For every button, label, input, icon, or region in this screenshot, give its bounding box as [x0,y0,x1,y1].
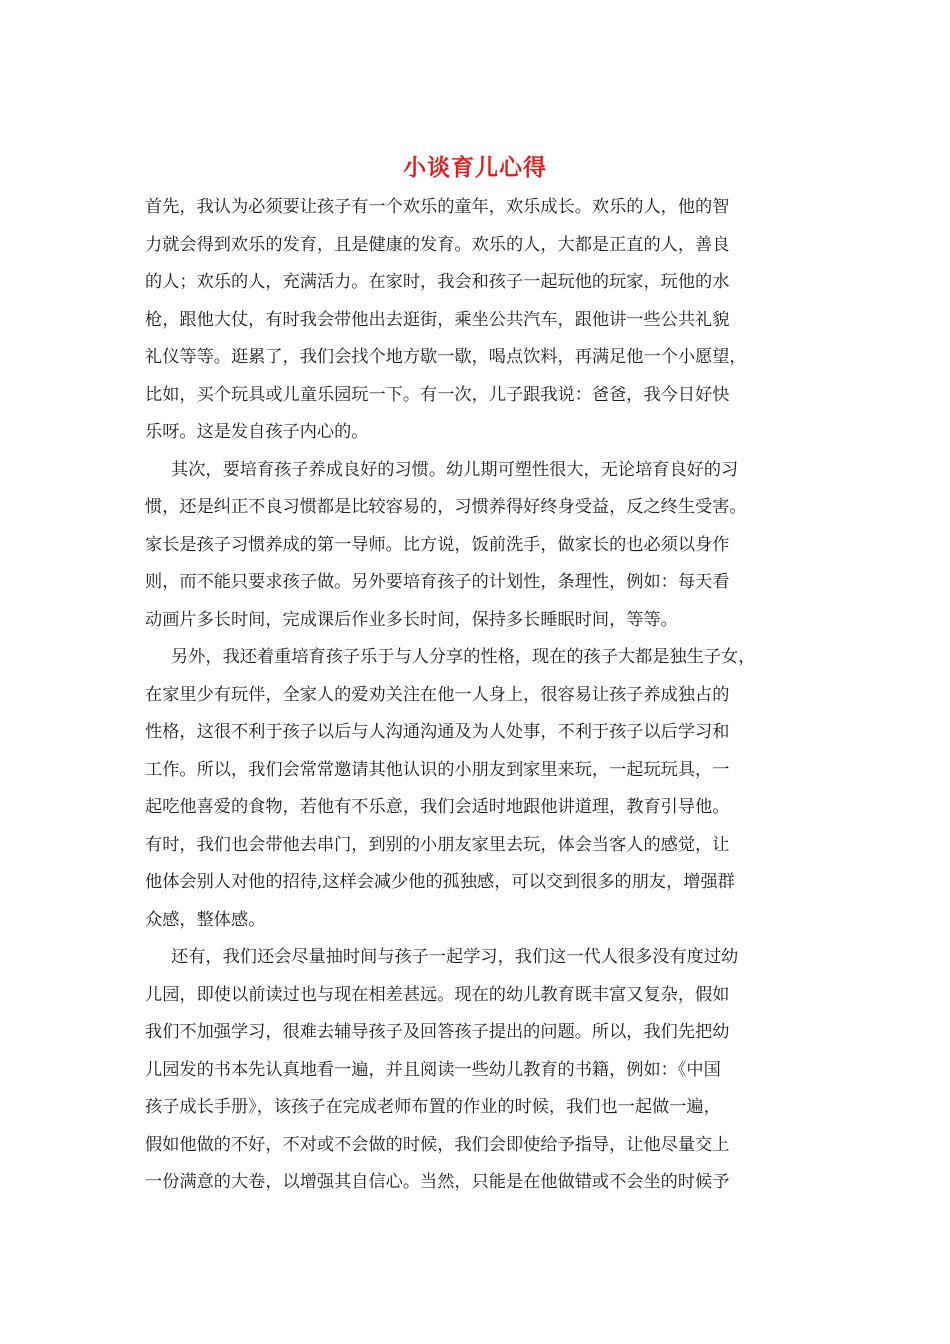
text-line: 其次，要培育孩子养成良好的习惯。幼儿期可塑性很大，无论培育良好的习 [171,459,739,480]
text-line: 儿园，即使以前读过也与现在相差甚远。现在的幼儿教育既丰富又复杂，假如 [145,984,730,1005]
text-line: 乐呀。这是发自孩子内心的。 [145,422,369,442]
text-line: 他体会别人对他的招待,这样会减少他的孤独感，可以交到很多的朋友，增强群 [145,872,735,892]
text-line: 比如，买个玩具或儿童乐园玩一下。有一次，儿子跟我说：爸爸，我今日好快 [145,384,730,405]
text-line: 我们不加强学习，很难去辅导孩子及回答孩子提出的问题。所以，我们先把幼 [145,1022,730,1042]
text-line: 还有，我们还会尽量抽时间与孩子一起学习，我们这一代人很多没有度过幼 [171,947,739,967]
text-line: 力就会得到欢乐的发育，且是健康的发育。欢乐的人，大都是正直的人，善良 [145,234,730,255]
document-body [145,189,811,1202]
text-line: 儿园发的书本先认真地看一遍，并且阅读一些幼儿教育的书籍，例如：《中国 [145,1059,721,1080]
text-line: 则，而不能只要求孩子做。另外要培育孩子的计划性，条理性，例如：每天看 [145,572,730,592]
document-title: 小谈育儿心得 [403,154,547,181]
text-line: 动画片多长时间，完成课后作业多长时间，保持多长睡眠时间，等等。 [145,609,678,630]
text-line: 一份满意的大卷，以增强其自信心。当然，只能是在他做错或不会坐的时候予 [145,1172,730,1192]
text-line: 起吃他喜爱的食物，若他有不乐意，我们会适时地跟他讲道理，教育引导他。 [145,797,730,817]
text-line: 假如他做的不好，不对或不会做的时候，我们会即使给予指导，让他尽量交上 [145,1134,730,1155]
text-line: 在家里少有玩伴，全家人的爱劝关注在他一人身上，很容易让孩子养成独占的 [145,684,730,705]
text-line: 家长是孩子习惯养成的第一导师。比方说，饭前洗手，做家长的也必须以身作 [145,534,730,555]
text-line: 惯，还是纠正不良习惯都是比较容易的，习惯养得好终身受益，反之终生受害。 [145,497,747,517]
text-line: 礼仪等等。逛累了，我们会找个地方歇一歇，喝点饮料，再满足他一个小愿望， [145,347,747,367]
text-line: 首先，我认为必须要让孩子有一个欢乐的童年，欢乐成长。欢乐的人，他的智 [145,197,730,217]
text-line: 孩子成长手册》，该孩子在完成老师布置的作业的时候，我们也一起做一遍， [145,1097,721,1117]
text-line: 的人；欢乐的人，充满活力。在家时，我会和孩子一起玩他的玩家，玩他的水 [145,272,730,292]
text-line: 有时，我们也会带他去串门，到别的小朋友家里去玩，体会当客人的感觉，让 [145,834,730,855]
text-line: 工作。所以，我们会常常邀请其他认识的小朋友到家里来玩，一起玩玩具，一 [145,759,730,780]
text-line: 性格，这很不利于孩子以后与人沟通沟通及为人处事，不利于孩子以后学习和 [145,722,730,742]
text-line: 众感，整体感。 [145,909,266,930]
text-line: 另外，我还着重培育孩子乐于与人分享的性格，现在的孩子大都是独生子女， [171,647,756,667]
text-line: 枪，跟他大仗，有时我会带他出去逛街，乘坐公共汽车，跟他讲一些公共礼貌 [145,309,730,330]
